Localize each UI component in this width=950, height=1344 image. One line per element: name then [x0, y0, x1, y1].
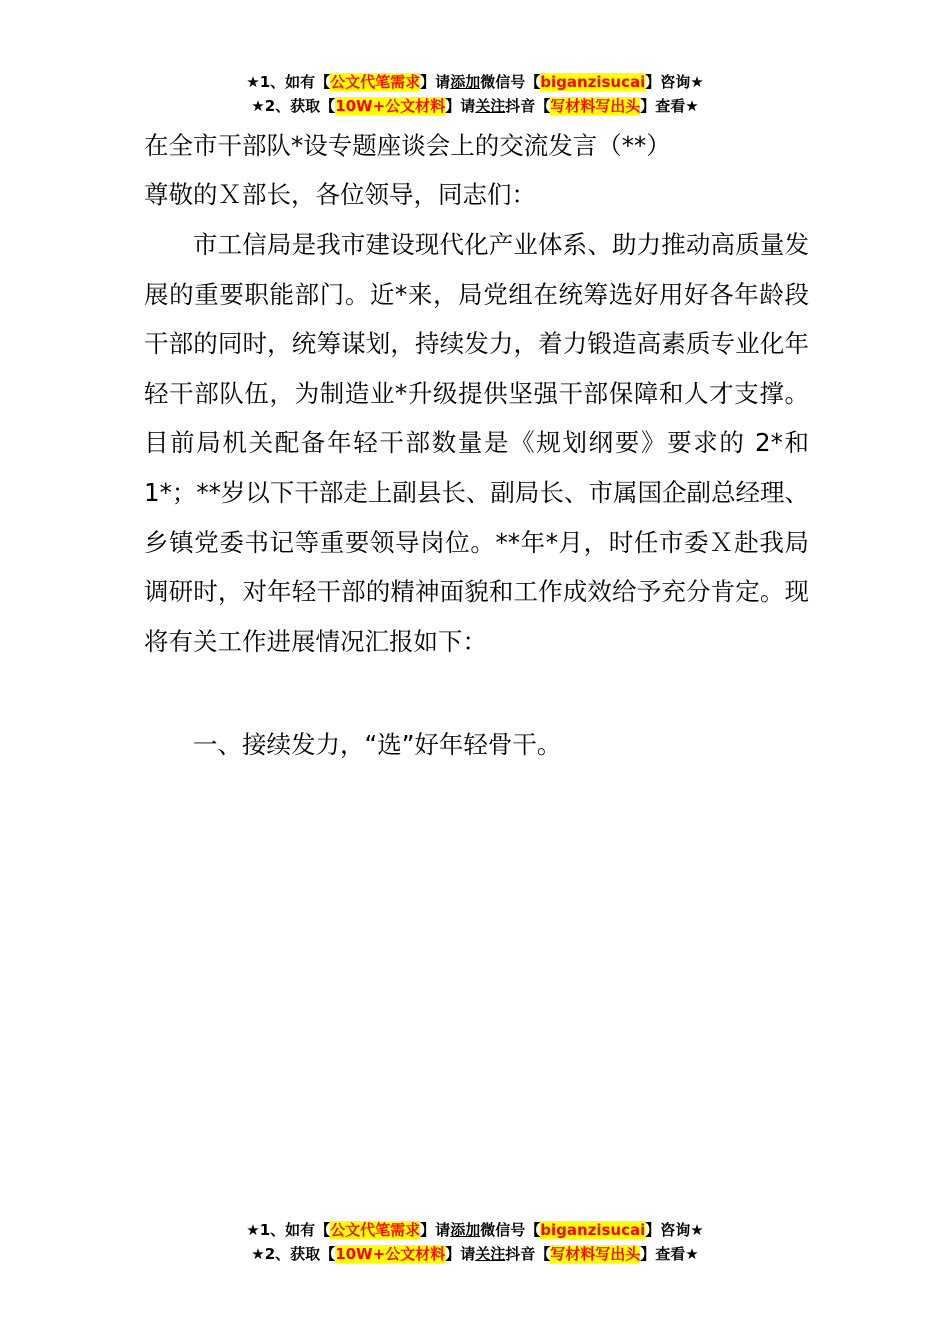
banner-line-2: [0, 94, 950, 118]
banner-underline-text: 关注: [475, 97, 506, 115]
banner-text: 抖音【: [505, 97, 551, 115]
banner-text: ★2、获取【: [251, 97, 336, 115]
body-paragraph: 市工信局是我市建设现代化产业体系、助力推动高质量发展的重要职能部门。近*来，局党组在统筹选好用好各年龄段干部的同时，统筹谋划，持续发力，着力锻造高素质专业化年轻干部队伍，为制造业*升级提供坚强干部保障和人才支撑。目前局机关配备年轻干部数量是《规划纲要》要求的 2*和 1*；**岁以下干部走上副县长、副局长、市属国企副总经理、乡镇党委书记等重要领导岗位。**年*月，时任市委Ｘ赴我局调研时，对年轻干部的精神面貌和工作成效给予充分肯定。现将有关工作进展情况汇报如下：: [144, 230, 809, 656]
banner-text: 抖音【: [505, 1245, 551, 1263]
header-banner: [0, 70, 950, 118]
document-title: 在全市干部队*设专题座谈会上的交流发言（**）: [144, 131, 671, 160]
banner-text: 】查看★: [640, 1245, 699, 1263]
banner-text: 微信号【: [480, 1221, 541, 1239]
banner-line-1: [0, 70, 950, 94]
banner-text: ★2、获取【: [251, 1245, 336, 1263]
banner-highlight: biganzisucai: [540, 73, 646, 91]
banner-text: ★1、如有【: [246, 73, 331, 91]
banner-text: 】咨询★: [645, 73, 704, 91]
banner-text: 】请: [420, 1221, 451, 1239]
banner-highlight: 写材料写出头: [550, 1245, 641, 1263]
banner-text: 】咨询★: [645, 1221, 704, 1239]
banner-highlight: 10W+公文材料: [335, 97, 446, 115]
footer-banner: [0, 1218, 950, 1266]
banner-highlight: 公文代笔需求: [330, 73, 421, 91]
salutation: 尊敬的Ｘ部长，各位领导，同志们：: [144, 180, 536, 209]
banner-highlight: 写材料写出头: [550, 97, 641, 115]
banner-text: 】查看★: [640, 97, 699, 115]
section-heading: 一、接续发力，“选”好年轻骨干。: [193, 730, 562, 759]
banner-highlight: 10W+公文材料: [335, 1245, 446, 1263]
banner-text: 】请: [445, 97, 476, 115]
banner-text: ★1、如有【: [246, 1221, 331, 1239]
banner-highlight: biganzisucai: [540, 1221, 646, 1239]
banner-underline-text: 关注: [475, 1245, 506, 1263]
banner-line-2: [0, 1242, 950, 1266]
banner-text: 微信号【: [480, 73, 541, 91]
banner-underline-text: 添加: [450, 73, 481, 91]
banner-text: 】请: [420, 73, 451, 91]
banner-text: 】请: [445, 1245, 476, 1263]
banner-highlight: 公文代笔需求: [330, 1221, 421, 1239]
banner-underline-text: 添加: [450, 1221, 481, 1239]
banner-line-1: [0, 1218, 950, 1242]
